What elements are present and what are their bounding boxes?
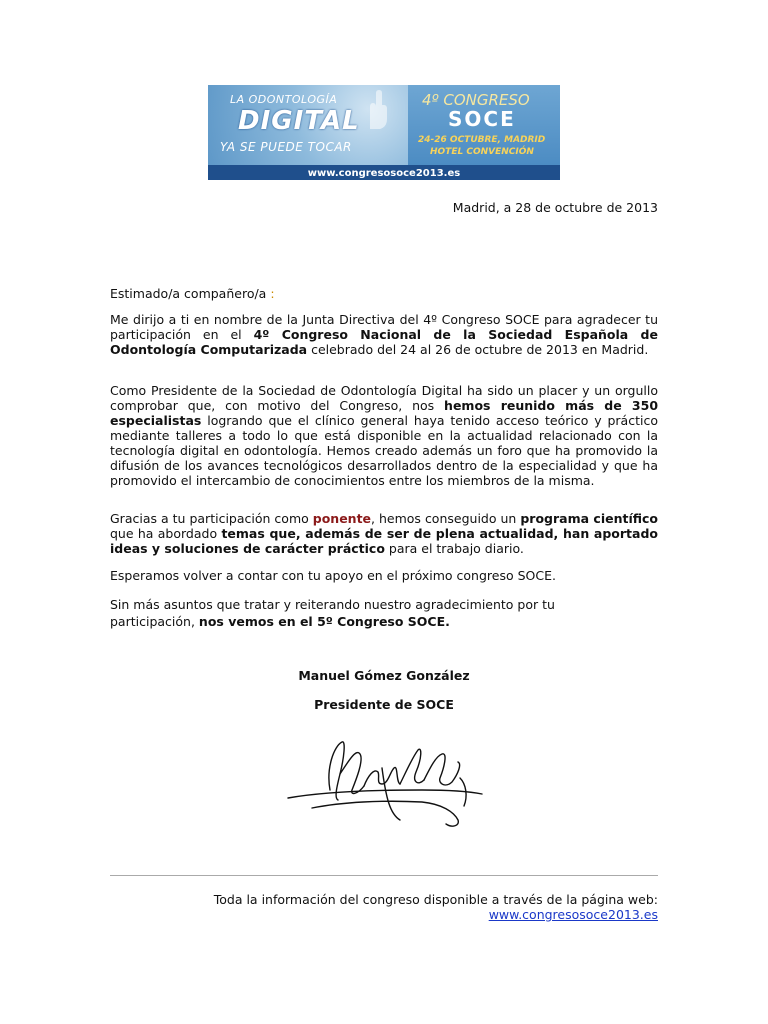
p3-ponente: ponente (312, 511, 372, 526)
banner-url-strip (208, 165, 560, 180)
congress-banner (208, 85, 560, 180)
p3-text-end: para el trabajo diario. (384, 541, 524, 556)
p3-temas: temas que, además de ser de plena actualidad, han aportado ideas y soluciones de carácter práctico (110, 526, 659, 556)
p3-programa: programa científico (520, 511, 658, 526)
banner-soce-logo: SOCE (448, 107, 516, 131)
paragraph-4: Esperamos volver a contar con tu apoyo en el próximo congreso SOCE. (110, 568, 556, 583)
signer-name: Manuel Gómez González (298, 668, 470, 683)
banner-tagline-2: DIGITAL (238, 106, 360, 136)
paragraph-5 (110, 596, 570, 630)
handwritten-signature (282, 728, 492, 834)
p1-text-end: celebrado del 24 al 26 de octubre de 2013 en Madrid. (307, 342, 649, 357)
footer-text: Toda la información del congreso disponible a través de la página web: (213, 892, 658, 907)
banner-tagline-1: LA ODONTOLOGÍA (230, 93, 338, 106)
paragraph-2 (110, 383, 658, 488)
p3-text-2: , hemos conseguido un (371, 511, 521, 526)
banner-hotel: HOTEL CONVENCIÓN (430, 147, 534, 157)
footer-website-link[interactable]: www.congresosoce2013.es (488, 907, 658, 922)
paragraph-3 (110, 511, 658, 556)
p5-closing: nos vemos en el 5º Congreso SOCE. (198, 614, 450, 629)
signer-title: Presidente de SOCE (314, 697, 454, 712)
salutation-text: Estimado/a compañero/a (110, 286, 267, 301)
banner-dates: 24-26 OCTUBRE, MADRID (418, 135, 546, 145)
letter-date: Madrid, a 28 de octubre de 2013 (452, 200, 658, 215)
banner-congreso: 4º CONGRESO (422, 91, 530, 109)
p5-text: Sin más asuntos que tratar y reiterando nuestro agradecimiento por tu participación, (110, 597, 555, 629)
p1-text: Me dirijo a ti en nombre de la Junta Directiva del 4º Congreso SOCE para agradecer tu participación en el (110, 312, 658, 342)
salutation (110, 286, 658, 301)
banner-url: www.congresosoce2013.es (307, 168, 461, 179)
p2-highlight: hemos reunido más de 350 especialistas (110, 398, 659, 428)
footer (214, 892, 658, 922)
banner-tagline-3: YA SE PUEDE TOCAR (220, 140, 352, 154)
paragraph-1 (110, 312, 658, 357)
p3-text: Gracias a tu participación como (110, 511, 313, 526)
salutation-colon: : (270, 286, 275, 301)
p1-congress-name: 4º Congreso Nacional de la Sociedad Española de Odontología Computarizada (110, 327, 658, 357)
p2-text-end: logrando que el clínico general haya tenido acceso teórico y práctico mediante talleres a todo lo que está disponible en la actualidad relacionado con la tecnología digital en odontología. Hemos creado además un foro que ha promovido la difusión de los avances tecnológicos desarrollados dentro de la especialidad y que ha promovido el intercambio de conocimientos entre los miembros de la misma. (110, 413, 658, 488)
p2-text: Como Presidente de la Sociedad de Odontología Digital ha sido un placer y un orgullo comprobar que, con motivo del Congreso, nos (110, 383, 658, 413)
footer-divider (110, 875, 658, 876)
p3-text-3: que ha abordado (110, 526, 222, 541)
hand-icon (360, 89, 394, 129)
